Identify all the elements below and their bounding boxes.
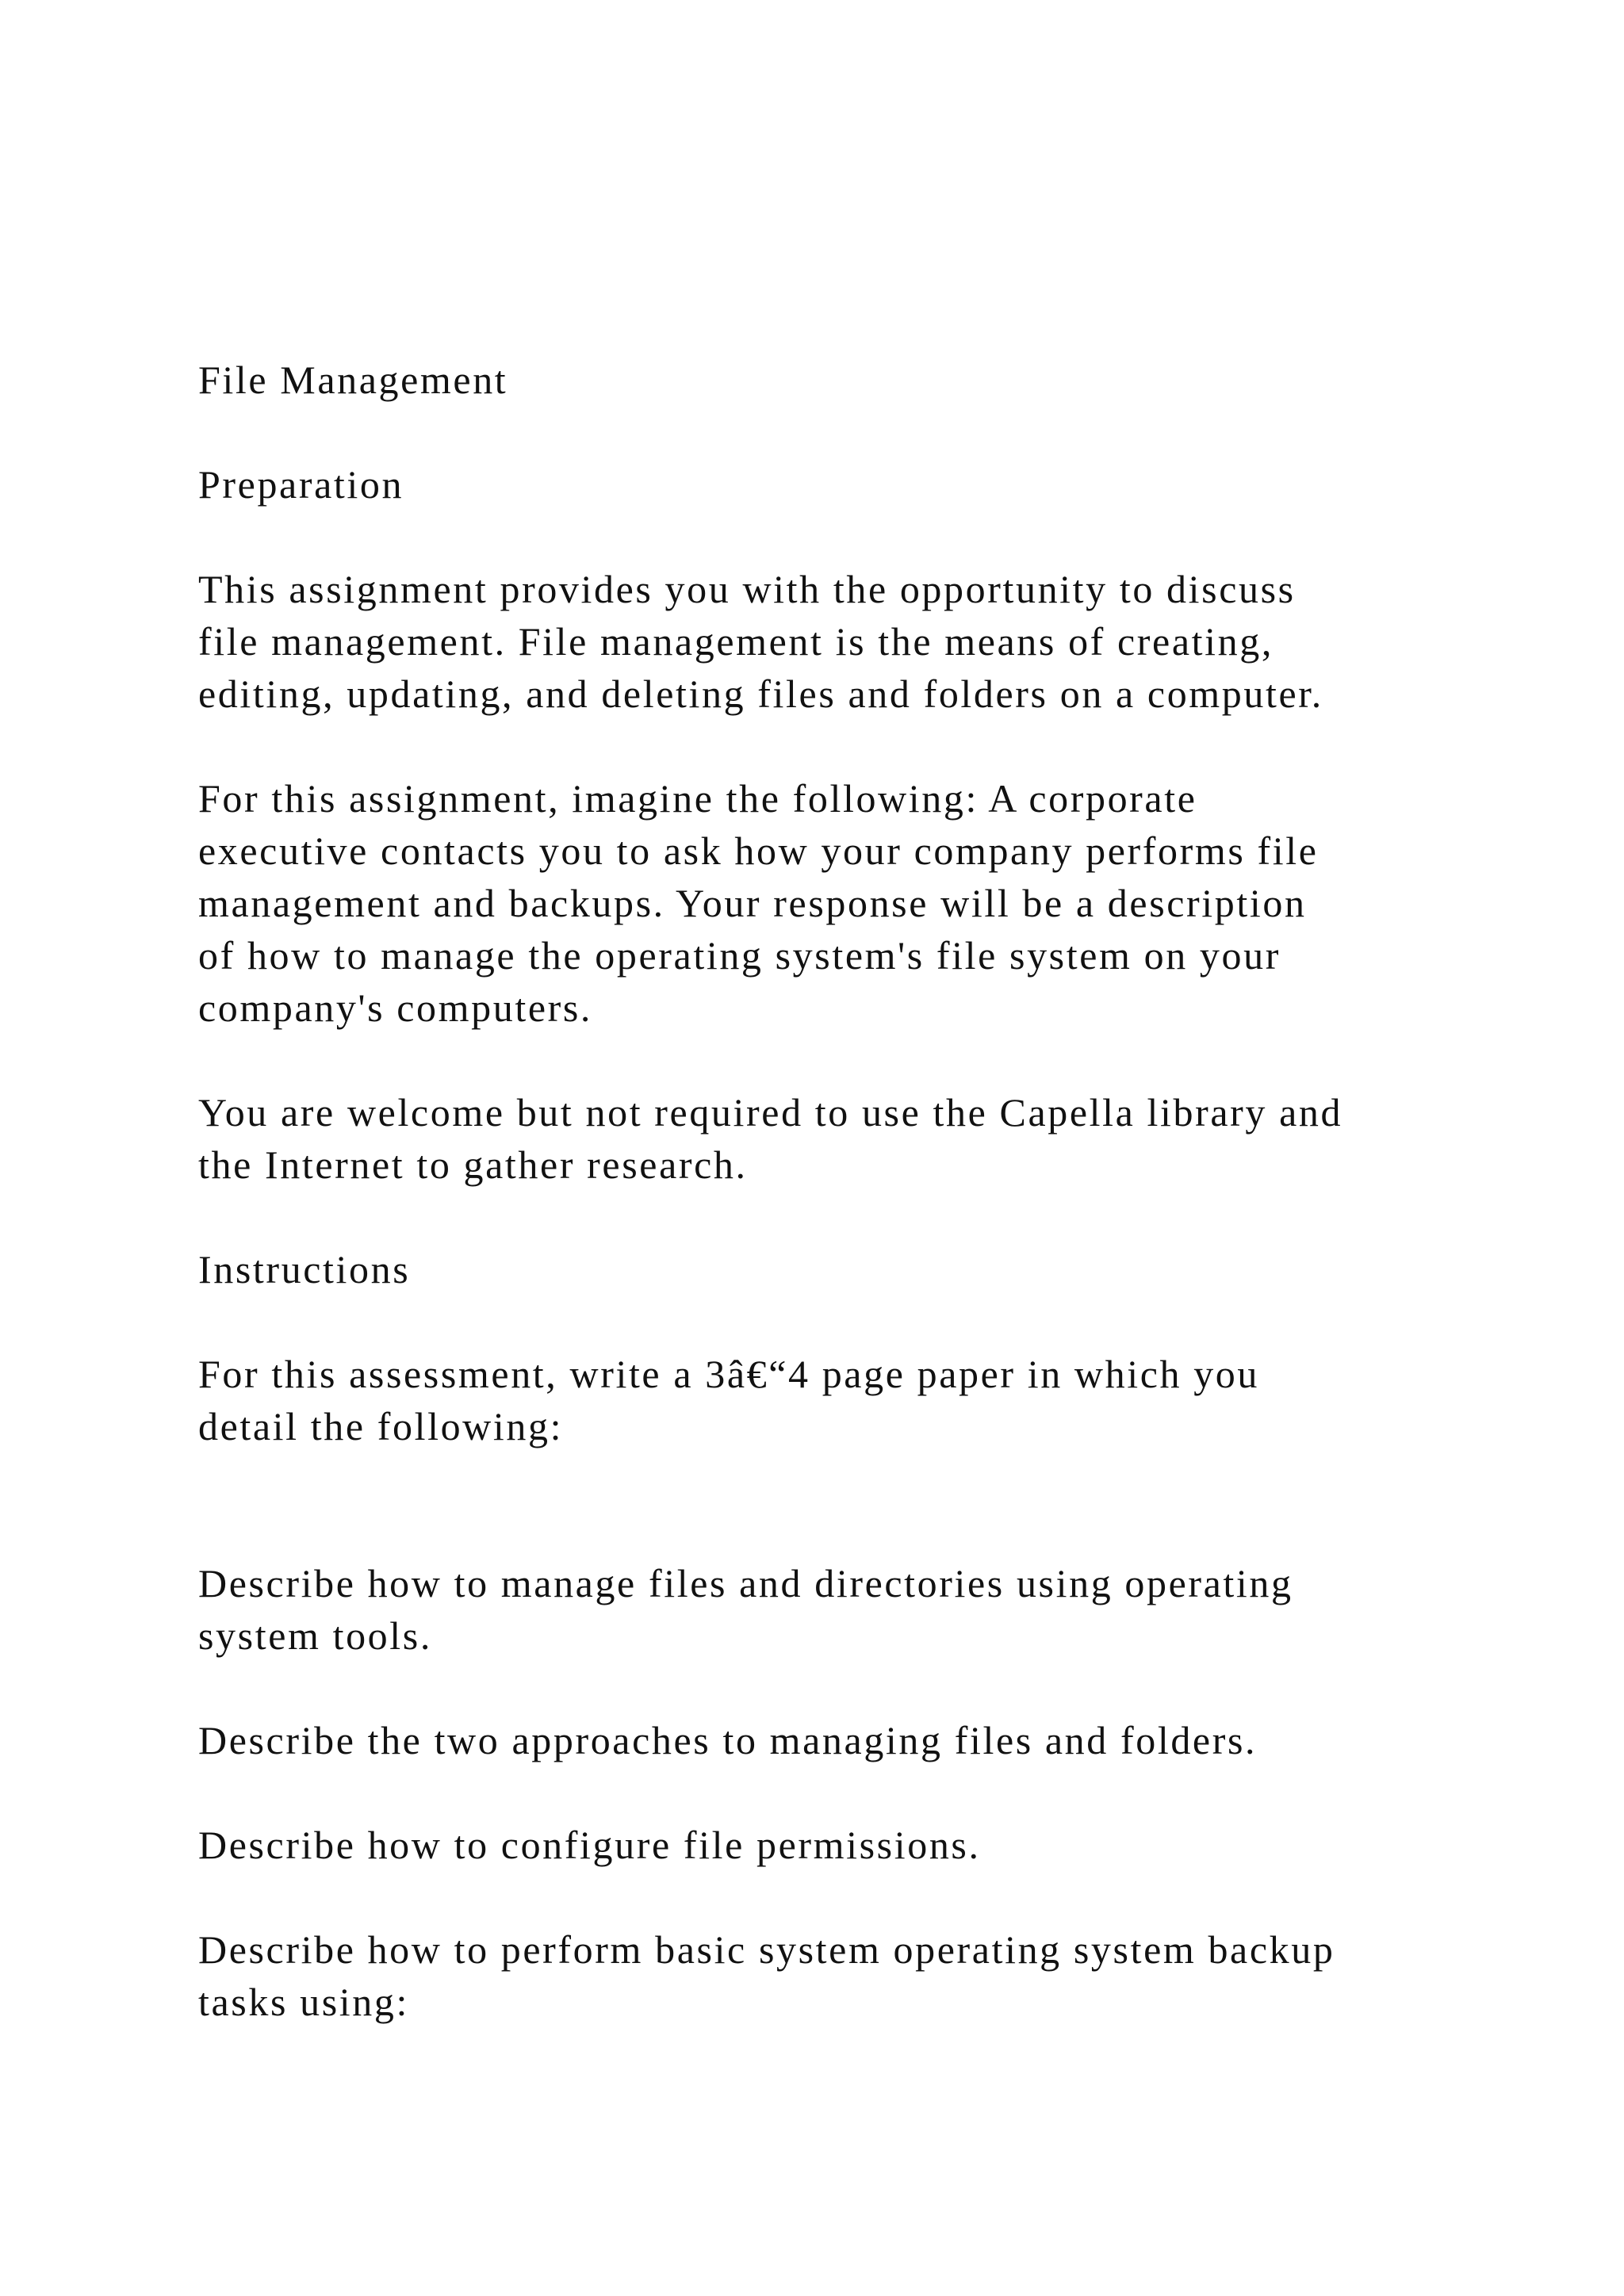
requirement-item (198, 1557, 1507, 1662)
section-heading-preparation: Preparation (198, 462, 404, 507)
text-line: of how to manage the operating system's file system on your (198, 933, 1281, 978)
text-line: tasks using: (198, 1980, 409, 2024)
text-line: detail the following: (198, 1404, 564, 1448)
text-line: file management. File management is the means of creating, (198, 619, 1274, 664)
text-line: company's computers. (198, 985, 593, 1030)
text-line: Describe how to manage files and directories using operating (198, 1561, 1293, 1605)
text-line: You are welcome but not required to use the Capella library and (198, 1090, 1343, 1135)
text-line: editing, updating, and deleting files and folders on a computer. (198, 672, 1323, 716)
text-line: Describe how to configure file permissions. (198, 1823, 981, 1867)
document-title: File Management (198, 358, 508, 402)
requirement-item (198, 1819, 1507, 1871)
requirement-item (198, 1923, 1507, 2028)
paragraph-research (198, 1086, 1507, 1191)
text-line: Describe the two approaches to managing files and folders. (198, 1718, 1258, 1762)
paragraph-scenario (198, 772, 1507, 1034)
text-line: management and backups. Your response will be a description (198, 881, 1307, 925)
paragraph-intro (198, 563, 1507, 720)
text-line: For this assessment, write a 3â€“4 page paper in which you (198, 1352, 1260, 1396)
text-line: executive contacts you to ask how your company performs file (198, 828, 1319, 873)
section-heading-instructions: Instructions (198, 1247, 411, 1292)
requirement-item (198, 1714, 1507, 1766)
text-line: Describe how to perform basic system operating system backup (198, 1927, 1335, 1972)
document-body (198, 354, 1507, 2080)
text-line: For this assignment, imagine the following: A corporate (198, 776, 1197, 821)
text-line: the Internet to gather research. (198, 1142, 748, 1187)
text-line: This assignment provides you with the opportunity to discuss (198, 567, 1296, 611)
text-line: system tools. (198, 1613, 432, 1658)
paragraph-assessment (198, 1348, 1507, 1452)
